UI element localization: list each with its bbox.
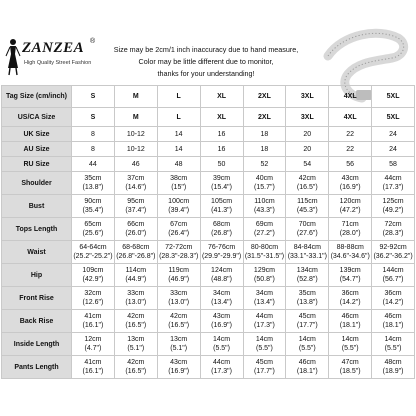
- measurement-cell: [286, 287, 329, 310]
- measurement-cell: [200, 264, 243, 287]
- size-cell: 58: [372, 157, 415, 172]
- inch-value: (28.0"): [339, 230, 361, 237]
- size-header-cell: S: [72, 86, 115, 108]
- row-label: Inside Length: [2, 333, 72, 356]
- cm-value: 44cm: [255, 313, 273, 320]
- measurement-cell: [114, 287, 157, 310]
- size-cell: 24: [372, 127, 415, 142]
- cm-value: 13cm: [127, 336, 145, 343]
- row-label: Shoulder: [2, 172, 72, 195]
- measurement-cell: [286, 356, 329, 379]
- inch-value: (31.5"-31.5"): [244, 253, 285, 260]
- inch-value: (15.4"): [211, 184, 232, 191]
- inch-value: (41.3"): [211, 207, 232, 214]
- inch-value: (54.7"): [339, 276, 361, 283]
- size-notes: [108, 44, 304, 80]
- cm-value: 72-72cm: [165, 244, 193, 251]
- inch-value: (18.5"): [339, 368, 361, 375]
- measurement-cell: [243, 195, 286, 218]
- cm-value: 65cm: [84, 221, 102, 228]
- measurement-cell: [200, 356, 243, 379]
- measurement-cell: [72, 172, 115, 195]
- cm-value: 14cm: [213, 336, 231, 343]
- measurement-cell: [157, 356, 200, 379]
- cm-value: 119cm: [168, 267, 189, 274]
- cm-value: 125cm: [382, 198, 404, 205]
- measurement-cell: [114, 356, 157, 379]
- cm-value: 35cm: [84, 175, 102, 182]
- country-size-row: [2, 142, 415, 157]
- measurement-cell: [72, 333, 115, 356]
- measurement-row: [2, 333, 415, 356]
- cm-value: 33cm: [127, 290, 145, 297]
- measurement-cell: [329, 333, 372, 356]
- measurement-cell: [200, 195, 243, 218]
- inch-value: (43.3"): [254, 207, 275, 214]
- measurement-cell: [157, 172, 200, 195]
- inch-value: (16.1"): [82, 322, 104, 329]
- size-cell: 5XL: [372, 108, 415, 127]
- cm-value: 100cm: [168, 198, 190, 205]
- size-cell: 48: [157, 157, 200, 172]
- cm-value: 37cm: [127, 175, 145, 182]
- cm-value: 64-64cm: [79, 244, 107, 251]
- cm-value: 13cm: [170, 336, 188, 343]
- cm-value: 42cm: [127, 359, 145, 366]
- inch-value: (17.7"): [254, 368, 275, 375]
- measurement-cell: [157, 218, 200, 241]
- inch-value: (29.9"-29.9"): [201, 253, 242, 260]
- cm-value: 35cm: [298, 290, 316, 297]
- measurement-cell: [286, 241, 329, 264]
- note-line: thanks for your understanding!: [157, 69, 255, 78]
- size-cell: 3XL: [286, 108, 329, 127]
- measurement-row: [2, 218, 415, 241]
- brand-logo: [4, 38, 114, 78]
- inch-value: (27.6"): [296, 230, 318, 237]
- country-size-row: [2, 157, 415, 172]
- inch-value: (15.7"): [254, 184, 275, 191]
- inch-value: (25.2"-25.2"): [73, 253, 113, 260]
- inch-value: (42.9"): [82, 276, 104, 283]
- cm-value: 42cm: [298, 175, 316, 182]
- measurement-cell: [114, 172, 157, 195]
- measurement-cell: [243, 310, 286, 333]
- size-cell: 44: [72, 157, 115, 172]
- measurement-cell: [157, 195, 200, 218]
- measurement-cell: [243, 287, 286, 310]
- cm-value: 90cm: [84, 198, 102, 205]
- inch-value: (13.4"): [254, 299, 275, 306]
- country-size-row: [2, 127, 415, 142]
- cm-value: 14cm: [384, 336, 402, 343]
- size-header-cell: M: [114, 86, 157, 108]
- size-cell: 16: [200, 142, 243, 157]
- inch-value: (36.2"-36.2"): [373, 253, 413, 260]
- size-cell: XL: [200, 108, 243, 127]
- row-label: Bust: [2, 195, 72, 218]
- inch-value: (14.2"): [339, 299, 361, 306]
- cm-value: 105cm: [211, 198, 233, 205]
- measurement-cell: [114, 218, 157, 241]
- inch-value: (34.6"-34.6"): [330, 253, 370, 260]
- cm-value: 44cm: [213, 359, 231, 366]
- inch-value: (26.8"): [211, 230, 232, 237]
- inch-value: (26.0"): [125, 230, 147, 237]
- measurement-cell: [157, 310, 200, 333]
- inch-value: (13.0"): [168, 299, 190, 306]
- inch-value: (17.7"): [296, 322, 318, 329]
- cm-value: 40cm: [255, 175, 273, 182]
- inch-value: (46.9"): [168, 276, 190, 283]
- inch-value: (18.9"): [382, 368, 404, 375]
- cm-value: 45cm: [298, 313, 316, 320]
- cm-value: 115cm: [297, 198, 318, 205]
- measurement-cell: [372, 241, 415, 264]
- measurement-cell: [329, 287, 372, 310]
- cm-value: 45cm: [255, 359, 273, 366]
- measurement-cell: [372, 218, 415, 241]
- row-label: Front Rise: [2, 287, 72, 310]
- inch-value: (16.1"): [82, 368, 104, 375]
- row-label: Hip: [2, 264, 72, 287]
- inch-value: (27.2"): [254, 230, 275, 237]
- size-chart-body: [2, 86, 415, 379]
- inch-value: (13.4"): [211, 299, 232, 306]
- cm-value: 36cm: [341, 290, 359, 297]
- size-header-cell: XL: [200, 86, 243, 108]
- measurement-row: [2, 356, 415, 379]
- inch-value: (56.7"): [382, 276, 404, 283]
- cm-value: 33cm: [170, 290, 188, 297]
- inch-value: (13.0"): [125, 299, 147, 306]
- cm-value: 70cm: [298, 221, 316, 228]
- measurement-cell: [243, 356, 286, 379]
- cm-value: 42cm: [170, 313, 188, 320]
- cm-value: 47cm: [341, 359, 359, 366]
- measurement-cell: [114, 241, 157, 264]
- inch-value: (15"): [171, 184, 187, 191]
- cm-value: 71cm: [341, 221, 359, 228]
- inch-value: (13.8"): [82, 184, 104, 191]
- note-line: Size may be 2cm/1 inch inaccuracy due to hand measure,: [113, 45, 299, 54]
- cm-value: 39cm: [213, 175, 231, 182]
- measurement-cell: [243, 172, 286, 195]
- inch-value: (16.5"): [296, 184, 318, 191]
- cm-value: 80-80cm: [250, 244, 279, 251]
- size-header-cell: 3XL: [286, 86, 329, 108]
- cm-value: 68cm: [213, 221, 231, 228]
- cm-value: 14cm: [341, 336, 359, 343]
- size-header-cell: L: [157, 86, 200, 108]
- size-cell: 18: [243, 142, 286, 157]
- inch-value: (33.1"-33.1"): [287, 253, 327, 260]
- inch-value: (17.3"): [382, 184, 404, 191]
- cm-value: 12cm: [84, 336, 102, 343]
- measurement-cell: [72, 241, 115, 264]
- measurement-cell: [72, 195, 115, 218]
- measurement-cell: [72, 356, 115, 379]
- measurement-row: [2, 264, 415, 287]
- cm-value: 46cm: [384, 313, 402, 320]
- inch-value: (5.5"): [298, 345, 316, 352]
- inch-value: (45.3"): [296, 207, 318, 214]
- measurement-cell: [329, 172, 372, 195]
- inch-value: (5.1"): [170, 345, 188, 352]
- cm-value: 42cm: [127, 313, 145, 320]
- measurement-row: [2, 310, 415, 333]
- measurement-cell: [200, 218, 243, 241]
- cm-value: 66cm: [127, 221, 145, 228]
- measurement-cell: [329, 264, 372, 287]
- size-cell: 10-12: [114, 127, 157, 142]
- cm-value: 88-88cm: [336, 244, 364, 251]
- inch-value: (13.8"): [296, 299, 318, 306]
- inch-value: (4.7"): [84, 345, 102, 352]
- inch-value: (49.2"): [382, 207, 404, 214]
- cm-value: 72cm: [384, 221, 402, 228]
- woman-silhouette-icon: [4, 38, 22, 76]
- measurement-cell: [329, 241, 372, 264]
- size-cell: 56: [329, 157, 372, 172]
- measurement-cell: [372, 356, 415, 379]
- measurement-row: [2, 195, 415, 218]
- inch-value: (52.8"): [296, 276, 318, 283]
- registered-mark: ®: [90, 38, 96, 45]
- inch-value: (14.2"): [382, 299, 404, 306]
- size-cell: 10-12: [114, 142, 157, 157]
- size-cell: 22: [329, 142, 372, 157]
- inch-value: (16.5"): [168, 322, 190, 329]
- measurement-cell: [243, 241, 286, 264]
- cm-value: 67cm: [170, 221, 188, 228]
- inch-value: (12.6"): [82, 299, 104, 306]
- inch-value: (50.8"): [254, 276, 275, 283]
- cm-value: 43cm: [170, 359, 188, 366]
- inch-value: (18.1"): [296, 368, 318, 375]
- size-header-cell: 2XL: [243, 86, 286, 108]
- size-cell: 8: [72, 142, 115, 157]
- measurement-cell: [200, 172, 243, 195]
- inch-value: (26.8"-26.8"): [116, 253, 156, 260]
- size-header-cell: 4XL: [329, 86, 372, 108]
- cm-value: 129cm: [253, 267, 275, 274]
- country-size-row: [2, 108, 415, 127]
- cm-value: 139cm: [339, 267, 361, 274]
- size-cell: 4XL: [329, 108, 372, 127]
- cm-value: 46cm: [341, 313, 359, 320]
- size-cell: 50: [200, 157, 243, 172]
- size-cell: 52: [243, 157, 286, 172]
- measurement-cell: [72, 218, 115, 241]
- cm-value: 120cm: [339, 198, 361, 205]
- inch-value: (18.1"): [339, 322, 361, 329]
- size-cell: 14: [157, 127, 200, 142]
- measurement-cell: [243, 264, 286, 287]
- inch-value: (17.3"): [254, 322, 275, 329]
- cm-value: 95cm: [127, 198, 145, 205]
- inch-value: (5.5"): [341, 345, 359, 352]
- size-cell: 20: [286, 142, 329, 157]
- inch-value: (25.6"): [82, 230, 104, 237]
- cm-value: 34cm: [255, 290, 273, 297]
- cm-value: 14cm: [255, 336, 273, 343]
- row-label: Tag Size (cm/inch): [2, 86, 72, 108]
- cm-value: 110cm: [254, 198, 275, 205]
- cm-value: 14cm: [298, 336, 316, 343]
- measurement-cell: [72, 310, 115, 333]
- measurement-cell: [286, 310, 329, 333]
- measurement-cell: [157, 241, 200, 264]
- inch-value: (17.3"): [211, 368, 232, 375]
- inch-value: (5.1"): [127, 345, 145, 352]
- cm-value: 76-76cm: [207, 244, 236, 251]
- measurement-cell: [372, 172, 415, 195]
- cm-value: 34cm: [213, 290, 231, 297]
- cm-value: 92-92cm: [379, 244, 407, 251]
- measurement-cell: [329, 310, 372, 333]
- size-cell: 22: [329, 127, 372, 142]
- measurement-cell: [114, 264, 157, 287]
- inch-value: (16.5"): [125, 368, 147, 375]
- inch-value: (48.8"): [211, 276, 232, 283]
- inch-value: (18.1"): [382, 322, 404, 329]
- cm-value: 124cm: [211, 267, 233, 274]
- size-cell: 2XL: [243, 108, 286, 127]
- size-cell: 18: [243, 127, 286, 142]
- inch-value: (28.3"-28.3"): [159, 253, 199, 260]
- size-cell: 20: [286, 127, 329, 142]
- row-label: Pants Length: [2, 356, 72, 379]
- size-cell: 8: [72, 127, 115, 142]
- measurement-cell: [286, 172, 329, 195]
- row-label: Waist: [2, 241, 72, 264]
- measurement-cell: [329, 195, 372, 218]
- measurement-cell: [372, 333, 415, 356]
- note-line: Color may be little different due to monitor,: [138, 57, 274, 66]
- row-label: Back Rise: [2, 310, 72, 333]
- measurement-cell: [200, 287, 243, 310]
- measurement-cell: [200, 241, 243, 264]
- cm-value: 68-68cm: [122, 244, 150, 251]
- inch-value: (47.2"): [339, 207, 361, 214]
- measurement-cell: [372, 310, 415, 333]
- measurement-cell: [157, 333, 200, 356]
- cm-value: 46cm: [298, 359, 316, 366]
- row-label: UK Size: [2, 127, 72, 142]
- cm-value: 48cm: [384, 359, 402, 366]
- inch-value: (35.4"): [82, 207, 104, 214]
- size-cell: 46: [114, 157, 157, 172]
- row-label: AU Size: [2, 142, 72, 157]
- row-label: Tops Length: [2, 218, 72, 241]
- inch-value: (16.9"): [211, 322, 232, 329]
- measurement-row: [2, 241, 415, 264]
- measurement-cell: [243, 218, 286, 241]
- inch-value: (16.5"): [125, 322, 147, 329]
- cm-value: 41cm: [84, 313, 102, 320]
- inch-value: (16.9"): [168, 368, 190, 375]
- brand-tagline: High Quality Street Fashion: [24, 60, 92, 66]
- row-label: US/CA Size: [2, 108, 72, 127]
- measurement-cell: [200, 310, 243, 333]
- cm-value: 69cm: [255, 221, 273, 228]
- cm-value: 84-84cm: [293, 244, 321, 251]
- inch-value: (5.5"): [384, 345, 402, 352]
- cm-value: 41cm: [84, 359, 102, 366]
- measurement-cell: [329, 356, 372, 379]
- inch-value: (28.3"): [382, 230, 404, 237]
- inch-value: (14.6"): [125, 184, 147, 191]
- cm-value: 134cm: [296, 267, 318, 274]
- size-cell: 54: [286, 157, 329, 172]
- measurement-row: [2, 172, 415, 195]
- measurement-cell: [157, 264, 200, 287]
- measurement-cell: [286, 333, 329, 356]
- measurement-cell: [243, 333, 286, 356]
- measurement-cell: [286, 195, 329, 218]
- cm-value: 114cm: [125, 267, 147, 274]
- measurement-row: [2, 287, 415, 310]
- measurement-cell: [72, 287, 115, 310]
- inch-value: (16.9"): [339, 184, 361, 191]
- size-cell: S: [72, 108, 115, 127]
- brand-name: ZANZEA: [22, 40, 85, 56]
- size-chart-table: [1, 85, 415, 379]
- inch-value: (39.4"): [168, 207, 190, 214]
- inch-value: (5.5"): [255, 345, 273, 352]
- size-cell: 16: [200, 127, 243, 142]
- measurement-cell: [286, 218, 329, 241]
- cm-value: 43cm: [341, 175, 359, 182]
- size-cell: L: [157, 108, 200, 127]
- inch-value: (37.4"): [125, 207, 147, 214]
- inch-value: (26.4"): [168, 230, 190, 237]
- size-cell: 24: [372, 142, 415, 157]
- size-cell: M: [114, 108, 157, 127]
- size-cell: 14: [157, 142, 200, 157]
- cm-value: 109cm: [82, 267, 104, 274]
- measurement-cell: [114, 195, 157, 218]
- header: [0, 0, 416, 82]
- cm-value: 44cm: [384, 175, 402, 182]
- inch-value: (44.9"): [125, 276, 147, 283]
- cm-value: 36cm: [384, 290, 402, 297]
- measurement-cell: [372, 287, 415, 310]
- measurement-cell: [114, 310, 157, 333]
- measurement-cell: [329, 218, 372, 241]
- cm-value: 38cm: [170, 175, 188, 182]
- inch-value: (5.5"): [213, 345, 230, 352]
- measurement-cell: [372, 195, 415, 218]
- measurement-cell: [114, 333, 157, 356]
- cm-value: 43cm: [213, 313, 231, 320]
- size-header-row: [2, 86, 415, 108]
- measurement-cell: [286, 264, 329, 287]
- measurement-cell: [157, 287, 200, 310]
- measurement-cell: [72, 264, 115, 287]
- measurement-cell: [372, 264, 415, 287]
- cm-value: 32cm: [84, 290, 102, 297]
- measurement-cell: [200, 333, 243, 356]
- cm-value: 144cm: [382, 267, 404, 274]
- row-label: RU Size: [2, 157, 72, 172]
- size-header-cell: 5XL: [372, 86, 415, 108]
